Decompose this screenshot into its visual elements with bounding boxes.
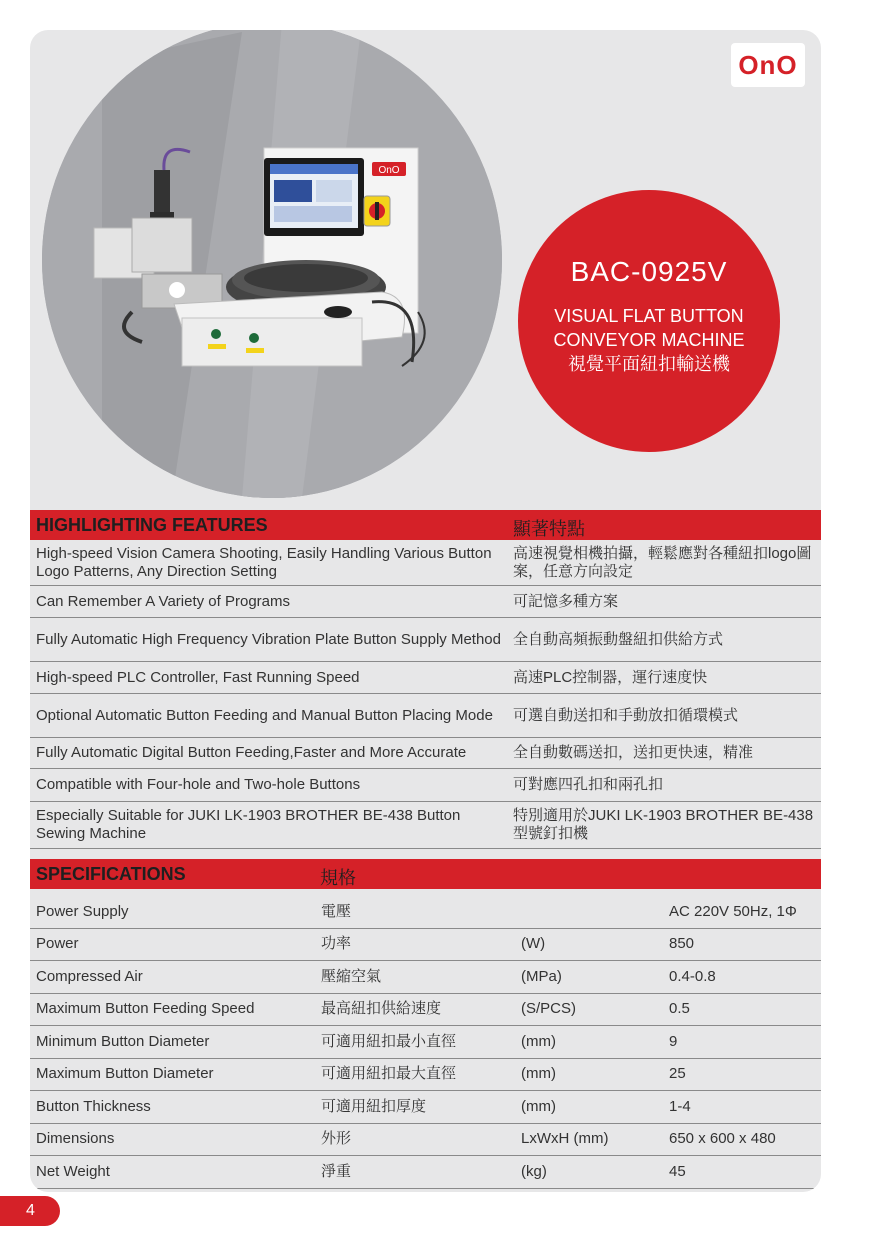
spec-row bbox=[30, 1091, 821, 1124]
feature-en: Compatible with Four-hole and Two-hole Buttons bbox=[36, 776, 361, 793]
features-row bbox=[30, 540, 821, 586]
screen-logo: OnO bbox=[378, 165, 400, 176]
feature-zh: 高速視覺相機拍攝，輕鬆應對各種紐扣logo圖案，任意方向設定 bbox=[513, 544, 812, 580]
spec-label-en: Maximum Button Feeding Speed bbox=[36, 1000, 255, 1018]
spec-unit: LxWxH (mm) bbox=[521, 1130, 609, 1148]
features-row bbox=[30, 802, 821, 849]
spec-label-zh: 可適用紐扣最大直徑 bbox=[321, 1065, 457, 1083]
feature-zh: 高速PLC控制器，運行速度快 bbox=[513, 668, 708, 686]
page-number: 4 bbox=[26, 1202, 35, 1219]
product-title-line2: CONVEYOR MACHINE bbox=[553, 330, 745, 350]
spec-unit: (mm) bbox=[521, 1097, 556, 1115]
spec-label-zh: 淨重 bbox=[321, 1162, 352, 1180]
brand-logo-text: OnO bbox=[738, 49, 798, 80]
features-row bbox=[30, 694, 821, 738]
machine-photo bbox=[42, 30, 502, 498]
feature-en: Especially Suitable for JUKI LK-1903 BROTHER BE-438 Button Sewing Machine bbox=[36, 807, 461, 842]
spec-label-zh: 最高紐扣供給速度 bbox=[321, 1000, 442, 1018]
specs-header-en: SPECIFICATIONS bbox=[36, 864, 186, 884]
feature-zh: 可選自動送扣和手動放扣循環模式 bbox=[513, 706, 739, 724]
feature-en: Fully Automatic Digital Button Feeding,Faster and More Accurate bbox=[36, 744, 467, 761]
spec-row bbox=[30, 994, 821, 1027]
features-header bbox=[30, 510, 821, 540]
spec-unit bbox=[521, 896, 661, 928]
spec-label-en: Compressed Air bbox=[36, 967, 143, 985]
model-number: BAC-0925V bbox=[570, 256, 728, 287]
spec-value: 650 x 600 x 480 bbox=[669, 1130, 776, 1148]
feature-en: Fully Automatic High Frequency Vibration Plate Button Supply Method bbox=[36, 630, 501, 648]
product-title-zh: 視覺平面紐扣輸送機 bbox=[568, 354, 730, 374]
spec-value: 1-4 bbox=[669, 1097, 691, 1115]
product-title bbox=[518, 304, 780, 376]
spec-label-zh: 可適用紐扣厚度 bbox=[321, 1097, 427, 1115]
spec-row bbox=[30, 1124, 821, 1157]
spec-value: 0.4-0.8 bbox=[669, 967, 716, 985]
spec-value: 9 bbox=[669, 1032, 678, 1050]
spec-label-zh: 可適用紐扣最小直徑 bbox=[321, 1032, 457, 1050]
spec-label-zh: 功率 bbox=[321, 935, 352, 953]
spec-label-zh: 壓縮空氣 bbox=[321, 967, 382, 985]
feature-en: High-speed PLC Controller, Fast Running Speed bbox=[36, 668, 360, 686]
feature-en: Can Remember A Variety of Programs bbox=[36, 592, 290, 610]
spec-label-en: Power Supply bbox=[36, 902, 129, 920]
features-row bbox=[30, 738, 821, 769]
product-title-badge bbox=[518, 190, 780, 452]
feature-en: Optional Automatic Button Feeding and Manual Button Placing Mode bbox=[36, 706, 493, 724]
feature-zh: 全自動高頻振動盤紐扣供給方式 bbox=[513, 630, 724, 648]
spec-unit: (W) bbox=[521, 935, 546, 953]
spec-label-en: Dimensions bbox=[36, 1130, 115, 1148]
spec-value: 25 bbox=[669, 1065, 686, 1083]
spec-label-zh: 電壓 bbox=[321, 902, 352, 920]
feature-en: High-speed Vision Camera Shooting, Easily Handling Various Button Logo Patterns, Any Direction Setting bbox=[36, 544, 492, 580]
spec-label-en: Power bbox=[36, 935, 79, 953]
machine-illustration bbox=[42, 30, 502, 498]
product-title-line1: VISUAL FLAT BUTTON bbox=[554, 306, 744, 326]
spec-label-en: Net Weight bbox=[36, 1162, 110, 1180]
spec-value: AC 220V 50Hz, 1Φ bbox=[669, 902, 797, 920]
spec-row bbox=[30, 896, 821, 929]
spec-label-en: Button Thickness bbox=[36, 1097, 151, 1115]
spec-unit: (S/PCS) bbox=[521, 1000, 577, 1018]
feature-zh: 可對應四孔扣和兩孔扣 bbox=[513, 776, 664, 793]
spec-value: 0.5 bbox=[669, 1000, 690, 1018]
features-row bbox=[30, 586, 821, 618]
spec-row bbox=[30, 961, 821, 994]
spec-row bbox=[30, 929, 821, 962]
features-row bbox=[30, 662, 821, 694]
spec-unit: (MPa) bbox=[521, 967, 562, 985]
specs-header bbox=[30, 859, 821, 889]
spec-row bbox=[30, 1059, 821, 1092]
specs-header-zh: 規格 bbox=[320, 868, 356, 888]
feature-zh: 全自動數碼送扣，送扣更快速，精准 bbox=[513, 744, 754, 761]
spec-value: 45 bbox=[669, 1162, 686, 1180]
page-number-tab bbox=[0, 1196, 60, 1226]
spec-label-zh: 外形 bbox=[321, 1130, 352, 1148]
brand-logo bbox=[731, 43, 805, 87]
features-row bbox=[30, 618, 821, 662]
spec-value: 850 bbox=[669, 935, 695, 953]
spec-unit: (mm) bbox=[521, 1032, 556, 1050]
feature-zh: 特別適用於JUKI LK-1903 BROTHER BE-438型號釘扣機 bbox=[513, 807, 814, 842]
spec-row bbox=[30, 1156, 821, 1189]
features-row bbox=[30, 769, 821, 802]
feature-zh: 可記憶多種方案 bbox=[513, 592, 619, 610]
features-header-zh: 顯著特點 bbox=[513, 519, 585, 539]
spec-unit: (mm) bbox=[521, 1065, 556, 1083]
product-sheet bbox=[30, 30, 821, 1192]
features-header-en: HIGHLIGHTING FEATURES bbox=[36, 515, 268, 535]
spec-label-en: Maximum Button Diameter bbox=[36, 1065, 214, 1083]
spec-unit: (kg) bbox=[521, 1162, 547, 1180]
spec-row bbox=[30, 1026, 821, 1059]
spec-label-en: Minimum Button Diameter bbox=[36, 1032, 210, 1050]
